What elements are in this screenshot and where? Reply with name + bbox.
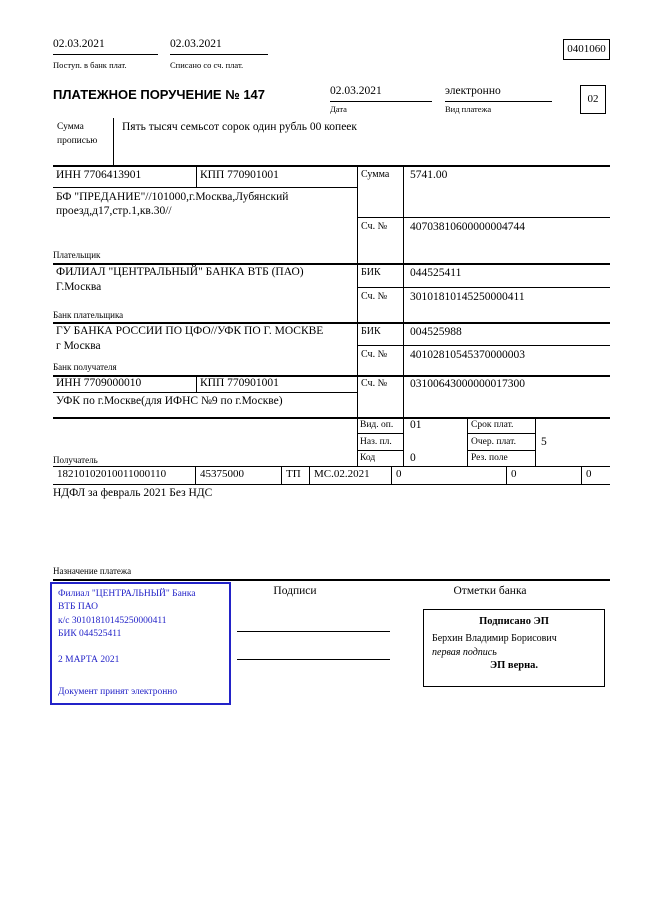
payer-bank-label: Банк плательщика bbox=[53, 310, 124, 320]
payment-kind-cell: 0 bbox=[586, 468, 592, 480]
amount-in-words-label: Сумма прописью bbox=[57, 122, 98, 146]
payer-kpp: КПП 770901001 bbox=[200, 169, 279, 181]
tax-requisites-row bbox=[53, 466, 610, 485]
electronic-signature-stamp bbox=[423, 609, 605, 687]
section-line bbox=[53, 417, 610, 419]
table-vline bbox=[357, 165, 358, 467]
stamp-line: ВТБ ПАО bbox=[58, 602, 98, 613]
op-row-line bbox=[467, 433, 535, 434]
receiver-account: 03100643000000017300 bbox=[410, 378, 525, 390]
payer-label: Плательщик bbox=[53, 250, 101, 260]
receiver-bank-bik-label: БИК bbox=[361, 326, 381, 337]
payment-purpose-text: НДФЛ за февраль 2021 Без НДС bbox=[53, 487, 213, 499]
stamp-line: Филиал "ЦЕНТРАЛЬНЫЙ" Банка bbox=[58, 589, 196, 599]
code-value: 0 bbox=[410, 452, 416, 464]
sum-account-divider bbox=[357, 217, 610, 218]
section-line bbox=[53, 579, 610, 581]
stamp-line: БИК 044525411 bbox=[58, 628, 122, 639]
ep-signer-name: Берхин Владимир Борисович bbox=[432, 633, 557, 645]
payer-bank-account: 30101810145250000411 bbox=[410, 291, 525, 303]
payment-purpose-code-label: Наз. пл. bbox=[360, 437, 392, 447]
receiver-name: УФК по г.Москве(для ИФНС №9 по г.Москве) bbox=[56, 395, 283, 407]
priority-value: 5 bbox=[541, 436, 547, 448]
section-line bbox=[53, 322, 610, 324]
payer-bank-city: Г.Москва bbox=[56, 281, 102, 293]
receiver-account-label: Сч. № bbox=[361, 378, 388, 389]
tax-period-cell: МС.02.2021 bbox=[310, 467, 392, 484]
section-line bbox=[53, 165, 610, 167]
reserve-field-label: Рез. поле bbox=[471, 453, 508, 463]
ep-title: Подписано ЭП bbox=[479, 616, 549, 627]
payment-type-label: Вид платежа bbox=[445, 104, 492, 114]
payment-term-label: Срок плат. bbox=[471, 420, 514, 430]
document-title: ПЛАТЕЖНОЕ ПОРУЧЕНИЕ № 147 bbox=[53, 87, 266, 102]
receiver-bank-label: Банк получателя bbox=[53, 362, 117, 372]
payer-bank-name: ФИЛИАЛ "ЦЕНТРАЛЬНЫЙ" БАНКА ВТБ (ПАО) bbox=[56, 266, 304, 278]
receiver-bank-account: 40102810545370000003 bbox=[410, 349, 525, 361]
bik-account-divider bbox=[357, 345, 610, 346]
ep-signature-type: первая подпись bbox=[432, 646, 497, 658]
receiver-label: Получатель bbox=[53, 455, 98, 465]
inn-kpp-divider bbox=[196, 165, 197, 187]
received-in-bank-label: Поступ. в банк плат. bbox=[53, 60, 127, 70]
received-in-bank-date: 02.03.2021 bbox=[53, 38, 158, 55]
section-line bbox=[53, 263, 610, 265]
op-row-line bbox=[357, 450, 403, 451]
payer-bank-account-label: Сч. № bbox=[361, 291, 388, 302]
doc-date-cell: 0 bbox=[507, 467, 582, 484]
bik-account-divider bbox=[357, 287, 610, 288]
op-table-vline bbox=[535, 417, 536, 467]
receiver-bank-account-label: Сч. № bbox=[361, 349, 388, 360]
payer-account-value: 40703810600000004744 bbox=[410, 221, 525, 233]
code-label: Код bbox=[360, 453, 376, 463]
debited-from-account-date: 02.03.2021 bbox=[170, 38, 268, 55]
receiver-kpp: КПП 770901001 bbox=[200, 377, 279, 389]
payer-name: БФ "ПРЕДАНИЕ"//101000,г.Москва,Лубянский проезд,д17,стр.1,кв.30// bbox=[56, 191, 289, 217]
form-code-box: 0401060 bbox=[563, 39, 610, 60]
signature-line bbox=[237, 659, 390, 660]
stamp-line: к/с 30101810145250000411 bbox=[58, 615, 167, 626]
op-row-line bbox=[357, 433, 403, 434]
payer-bank-bik-label: БИК bbox=[361, 267, 381, 278]
payment-type-value: электронно bbox=[445, 85, 552, 102]
signatures-heading: Подписи bbox=[273, 585, 317, 597]
op-table-vline bbox=[467, 417, 468, 467]
bank-marks-heading: Отметки банка bbox=[453, 585, 527, 597]
amount-words-divider bbox=[113, 118, 114, 165]
signature-line bbox=[237, 631, 390, 632]
stamp-date: 2 МАРТА 2021 bbox=[58, 655, 120, 666]
doc-number-cell: 0 bbox=[392, 467, 507, 484]
amount-in-words-value: Пять тысяч семьсот сорок один рубль 00 копеек bbox=[122, 121, 357, 133]
ep-verified-text: ЭП верна. bbox=[489, 660, 538, 672]
op-type-value: 01 bbox=[410, 419, 422, 431]
date-label: Дата bbox=[330, 104, 347, 114]
payment-purpose-label: Назначение платежа bbox=[53, 566, 132, 576]
receiver-inn: ИНН 7709000010 bbox=[56, 377, 142, 389]
receiver-bank-city: г Москва bbox=[56, 340, 101, 352]
document-date: 02.03.2021 bbox=[330, 85, 432, 102]
oktmo-cell: 45375000 bbox=[196, 467, 282, 484]
payer-bank-bik: 044525411 bbox=[410, 267, 462, 279]
status-code-box: 02 bbox=[580, 85, 606, 114]
kbk-cell: 18210102010011000110 bbox=[53, 467, 196, 484]
op-type-label: Вид. оп. bbox=[360, 420, 394, 430]
payer-inn: ИНН 7706413901 bbox=[56, 169, 142, 181]
inn-kpp-divider bbox=[196, 375, 197, 392]
payment-basis-cell: ТП bbox=[282, 467, 310, 484]
op-row-line bbox=[467, 450, 535, 451]
sum-label: Сумма bbox=[361, 169, 390, 180]
bank-stamp bbox=[50, 582, 231, 705]
inn-row-line bbox=[53, 392, 357, 393]
stamp-accepted-line: Документ принят электронно bbox=[58, 686, 178, 697]
payer-account-label: Сч. № bbox=[361, 221, 388, 232]
inn-row-line bbox=[53, 187, 357, 188]
receiver-bank-name: ГУ БАНКА РОССИИ ПО ЦФО//УФК ПО Г. МОСКВЕ bbox=[56, 325, 324, 337]
priority-label: Очер. плат. bbox=[471, 437, 516, 447]
debited-from-account-label: Списано со сч. плат. bbox=[170, 60, 244, 70]
table-vline bbox=[403, 165, 404, 467]
receiver-bank-bik: 004525988 bbox=[410, 326, 462, 338]
sum-value: 5741.00 bbox=[410, 169, 448, 181]
